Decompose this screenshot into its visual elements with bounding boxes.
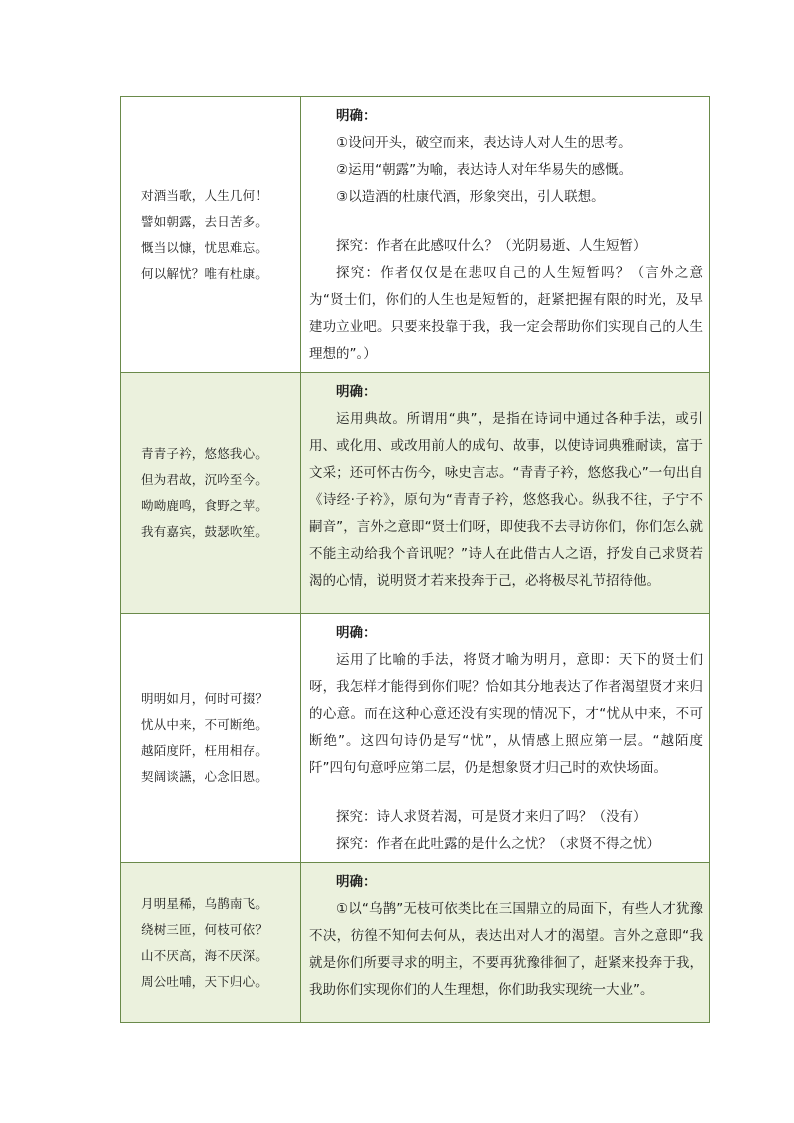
- explanation-paragraph: 运用典故。所谓用“典”，是指在诗词中通过各种手法，或引用、或化用、或改用前人的成句、故事，以使诗词典雅耐读，富于文采；还可怀古伤今，咏史言志。“青青子衿，悠悠我心”一句出自《诗经·子衿》，原句为“青青子衿，悠悠我心。纵我不往，子宁不嗣音”，言外之意即“贤士们呀，即使我不去寻访你们，你们怎么就不能主动给我个音讯呢？”诗人在此借古人之语，抒发自己求贤若渴的心情，说明贤才若来投奔于己，必将极尽礼节招待他。: [309, 411, 703, 589]
- poem-line: 我有嘉宾，鼓瑟吹笙。: [141, 524, 269, 539]
- tanjiu-text: 作者仅仅是在悲叹自己的人生短暂吗？（言外之意为“贤士们，你们的人生也是短暂的，赶紧把握有限的时光，及早建功立业吧。只要来投靠于我，我一定会帮助你们实现自己的人生理想的”。）: [309, 265, 703, 362]
- list-item: ①设问开头，破空而来，表达诗人对人生的思考。: [336, 135, 632, 151]
- tanjiu-label: 探究：: [336, 265, 381, 281]
- list-item: ③以造酒的杜康代酒，形象突出，引人联想。: [336, 189, 605, 205]
- poem-line: 忧从中来，不可断绝。: [141, 717, 269, 732]
- poem-line: 明明如月，何时可掇？: [141, 691, 269, 706]
- poem-cell: [121, 614, 301, 863]
- poem-line: 越陌度阡，枉用相存。: [141, 743, 269, 758]
- mingque-label: 明确：: [336, 625, 377, 641]
- tanjiu-label: 探究：: [336, 836, 377, 852]
- note-cell: [301, 614, 710, 863]
- explanation-paragraph: ①以“乌鹊”无枝可依类比在三国鼎立的局面下，有些人才犹豫不决，彷徨不知何去何从，表达出对人才的渴望。言外之意即“我就是你们所要寻求的明主，不要再犹豫徘徊了，赶紧来投奔于我，我助你们实现你们的人生理想，你们助我实现统一大业”。: [309, 901, 703, 998]
- tanjiu-question: [309, 233, 703, 260]
- poem-line: 何以解忧？唯有杜康。: [141, 265, 269, 281]
- poem-line: 但为君故，沉吟至今。: [141, 472, 269, 487]
- analysis-table: [120, 96, 710, 1023]
- note-cell: [301, 373, 710, 614]
- poem-cell: [121, 863, 301, 1023]
- tanjiu-label: 探究：: [336, 238, 377, 254]
- poem-cell: [121, 373, 301, 614]
- note-cell: [301, 97, 710, 373]
- tanjiu-text: 作者在此吐露的是什么之忧？（求贤不得之忧）: [376, 836, 660, 852]
- poem-line: 山不厌高，海不厌深。: [141, 947, 269, 963]
- note-cell: [301, 863, 710, 1023]
- poem-line: 绕树三匝，何枝可依？: [141, 921, 269, 937]
- tanjiu-question: [309, 804, 703, 831]
- table-row: [121, 373, 710, 614]
- table-row: [121, 863, 710, 1023]
- poem-line: 譬如朝露，去日苦多。: [141, 213, 269, 229]
- poem-line: 契阔谈讌，心念旧恩。: [141, 769, 269, 784]
- mingque-label: 明确：: [336, 384, 377, 400]
- poem-cell: [121, 97, 301, 373]
- poem-line: 青青子衿，悠悠我心。: [141, 446, 269, 461]
- tanjiu-text: 作者在此感叹什么？（光阴易逝、人生短暂）: [376, 238, 647, 254]
- explanation-paragraph: 运用了比喻的手法，将贤才喻为明月，意即：天下的贤士们呀，我怎样才能得到你们呢？恰如其分地表达了作者渴望贤才来归的心意。而在这种心意还没有实现的情况下，才“忧从中来，不可断绝”。这四句诗仍是写“忧”，从情感上照应第一层。“越陌度阡”四句句意呼应第二层，仍是想象贤才归己时的欢快场面。: [309, 652, 703, 776]
- tanjiu-question: [309, 260, 703, 368]
- table-row: [121, 614, 710, 863]
- tanjiu-label: 探究：: [336, 809, 377, 825]
- mingque-label: 明确：: [336, 108, 377, 124]
- mingque-label: 明确：: [336, 874, 377, 890]
- tanjiu-question: [309, 831, 703, 858]
- list-item: ②运用“朝露”为喻，表达诗人对年华易失的感慨。: [336, 162, 633, 178]
- tanjiu-text: 诗人求贤若渴，可是贤才来归了吗？（没有）: [376, 809, 647, 825]
- poem-line: 慨当以慷，忧思难忘。: [141, 239, 269, 255]
- poem-line: 呦呦鹿鸣，食野之苹。: [141, 498, 269, 513]
- poem-line: 对酒当歌，人生几何！: [141, 187, 269, 203]
- table-row: [121, 97, 710, 373]
- poem-line: 周公吐哺，天下归心。: [141, 973, 269, 989]
- poem-line: 月明星稀，乌鹊南飞。: [141, 895, 269, 911]
